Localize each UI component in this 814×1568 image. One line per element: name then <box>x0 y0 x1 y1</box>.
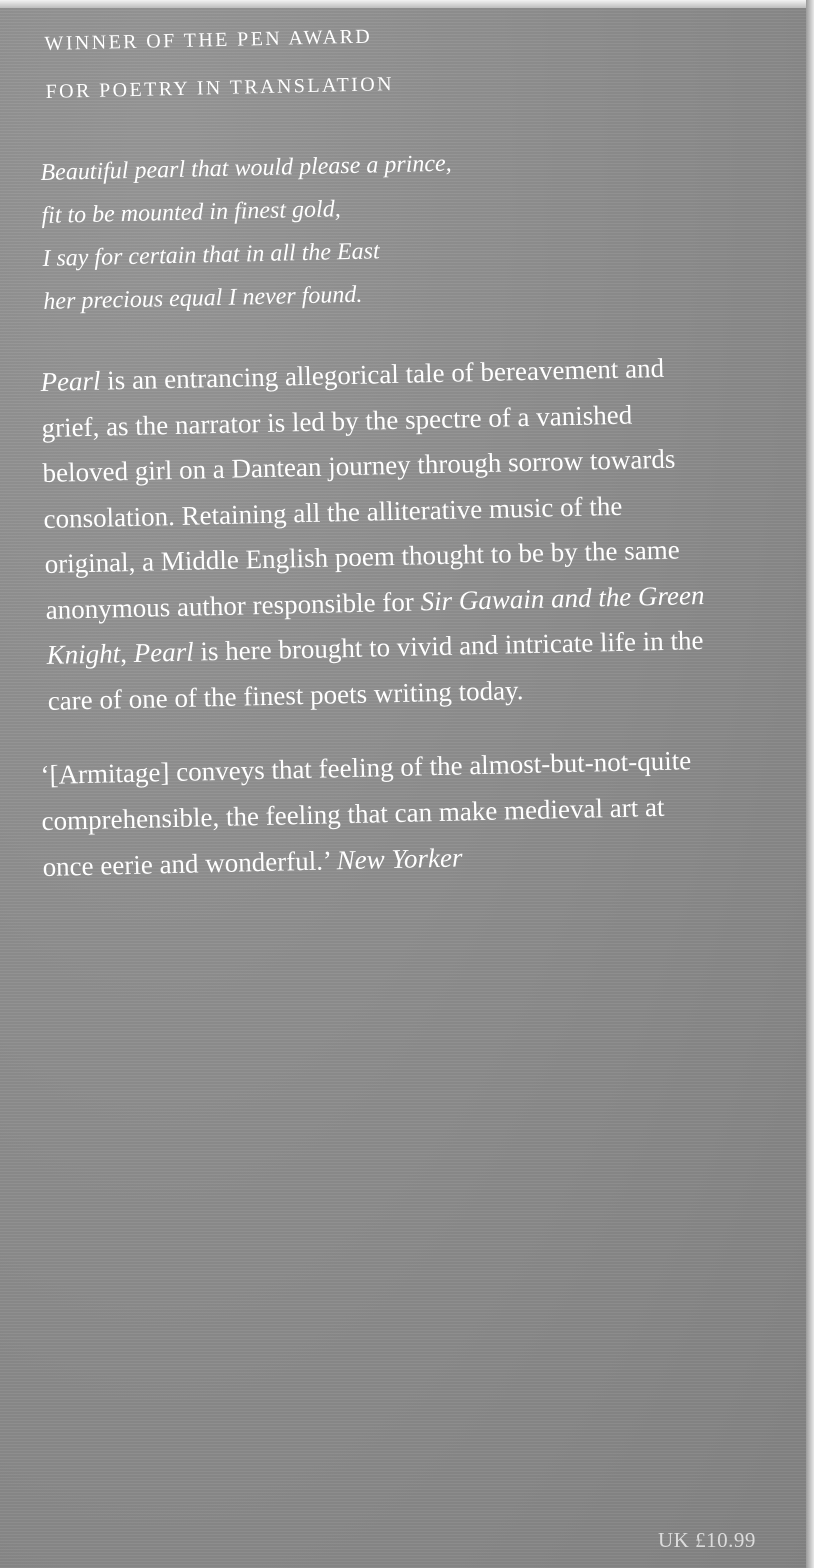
title-knight: Knight <box>46 638 121 670</box>
quote-line-1: ‘[Armitage] conveys that feeling of the almost-but-not-quite <box>40 745 692 790</box>
cover-right-edge <box>806 0 814 1568</box>
award-heading <box>44 8 566 116</box>
blurb-line-4: consolation. Retaining all the alliterative music of the <box>43 490 623 534</box>
verse-line-4: her precious equal I never found. <box>43 281 363 315</box>
blurb-text: is an entrancing allegorical tale of bereavement and <box>100 352 665 396</box>
blurb-text: anonymous author responsible for <box>45 585 421 625</box>
title-pearl: Pearl <box>40 365 101 397</box>
blurb-text: , <box>119 637 135 669</box>
blurb-line-5: original, a Middle English poem thought to be by the same <box>44 534 680 579</box>
quote-source: New Yorker <box>336 842 463 876</box>
blurb-line-2: grief, as the narrator is led by the spectre of a vanished <box>41 399 633 443</box>
blurb-line-3: beloved girl on a Dantean journey through sorrow towards <box>42 443 676 488</box>
review-quote <box>40 735 793 890</box>
verse-line-2: fit to be mounted in finest gold, <box>41 196 341 229</box>
cover-top-edge <box>0 0 814 8</box>
blurb-text: is here brought to vivid and intricate life in the <box>193 625 704 667</box>
title-pearl: Pearl <box>133 636 195 668</box>
blurb-line-8: care of one of the finest poets writing today. <box>47 674 524 716</box>
award-line-2: FOR POETRY IN TRANSLATION <box>45 73 395 103</box>
book-blurb <box>40 343 788 724</box>
title-sir-gawain: Sir Gawain and the Green <box>420 579 705 616</box>
verse-line-3: I say for certain that in all the East <box>42 238 380 272</box>
price-label: UK £10.99 <box>658 1528 756 1552</box>
quote-line-2: comprehensible, the feeling that can make medieval art at <box>41 791 665 836</box>
verse-excerpt <box>40 140 564 324</box>
verse-line-1: Beautiful pearl that would please a prince, <box>40 150 452 186</box>
quote-text: once eerie and wonderful.’ <box>42 845 337 882</box>
award-line-1: WINNER OF THE PEN AWARD <box>44 25 373 55</box>
